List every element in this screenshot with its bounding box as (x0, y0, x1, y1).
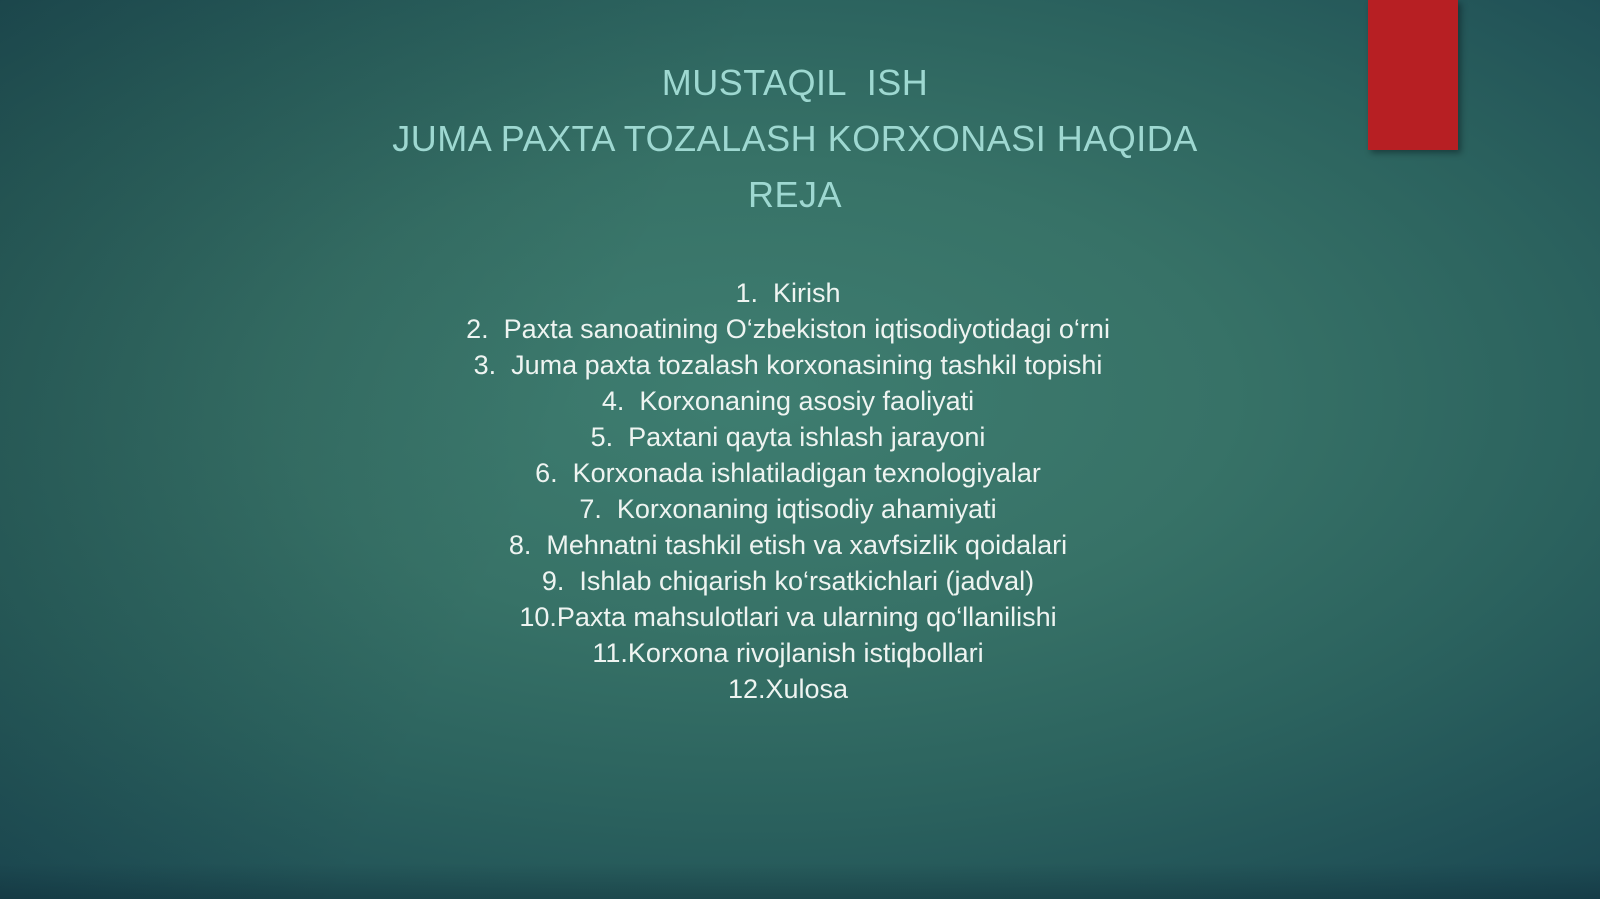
slide-title (0, 55, 1590, 223)
list-item: 8. Mehnatni tashkil etish va xavfsizlik qoidalari (508, 530, 1068, 560)
list-item: 12.Xulosa (727, 674, 849, 704)
list-item: 3. Juma paxta tozalash korxonasining tashkil topishi (473, 350, 1103, 380)
list-item: 11.Korxona rivojlanish istiqbollari (592, 638, 984, 668)
plan-list (0, 275, 1576, 707)
list-item: 9. Ishlab chiqarish ko‘rsatkichlari (jadval) (541, 566, 1035, 596)
list-item: 6. Korxonada ishlatiladigan texnologiyalar (535, 458, 1041, 488)
list-item: 10.Paxta mahsulotlari va ularning qo‘llanilishi (519, 602, 1057, 632)
slide-title-line-2: JUMA PAXTA TOZALASH KORXONASI HAQIDA (392, 118, 1198, 159)
list-item: 4. Korxonaning asosiy faoliyati (601, 386, 975, 416)
list-item: 2. Paxta sanoatining O‘zbekiston iqtisodiyotidagi o‘rni (466, 314, 1110, 344)
slide-title-line-1: MUSTAQIL ISH (661, 62, 929, 103)
list-item: 1. Kirish (735, 278, 841, 308)
list-item: 7. Korxonaning iqtisodiy ahamiyati (579, 494, 997, 524)
list-item: 5. Paxtani qayta ishlash jarayoni (590, 422, 986, 452)
slide-title-line-3: REJA (747, 174, 843, 215)
